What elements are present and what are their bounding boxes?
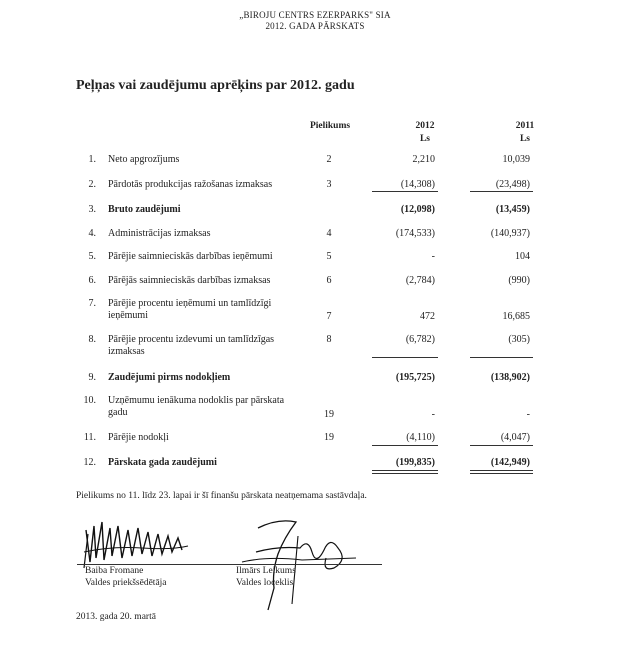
subtotal-rule-2012	[372, 191, 438, 192]
row-number: 4.	[88, 228, 96, 239]
row-label: Pārdotās produkcijas ražošanas izmaksas	[108, 179, 273, 190]
row-number: 1.	[88, 154, 96, 165]
table-row	[0, 395, 630, 425]
row-label: Bruto zaudējumi	[108, 204, 181, 215]
value-2012: 2,210	[412, 154, 435, 165]
row-label: Administrācijas izmaksas	[108, 228, 211, 239]
table-row	[0, 334, 630, 364]
value-2011: (4,047)	[500, 432, 530, 443]
currency-2011: Ls	[519, 134, 531, 144]
row-number: 10.	[83, 395, 96, 406]
page-title: Peļņas vai zaudējumu aprēķins par 2012. gadu	[76, 78, 355, 93]
row-note: 6	[326, 275, 332, 286]
signature-leikums	[238, 508, 368, 618]
total-double-rule-2011	[470, 470, 533, 474]
row-note: 19	[324, 432, 334, 443]
subtotal-rule-2012	[372, 357, 438, 358]
value-2012: (195,725)	[395, 372, 435, 383]
subtotal-rule-2011	[470, 445, 533, 446]
value-2012: -	[431, 251, 435, 262]
value-2012: (199,835)	[395, 457, 435, 468]
value-2011: (13,459)	[495, 204, 530, 215]
signature-fromane	[82, 512, 192, 570]
value-2011: (140,937)	[490, 228, 530, 239]
subtotal-rule-2012	[372, 445, 438, 446]
row-note: 7	[326, 311, 332, 322]
value-2011: 16,685	[502, 311, 530, 322]
row-label: Pārskata gada zaudējumi	[108, 457, 217, 468]
subtotal-rule-2011	[470, 357, 533, 358]
row-number: 2.	[88, 179, 96, 190]
footnote: Pielikums no 11. līdz 23. lapai ir šī finanšu pārskata neatņemama sastāvdaļa.	[76, 491, 367, 501]
note-column-header: Pielikums	[309, 121, 351, 131]
row-note: 5	[326, 251, 332, 262]
row-label: Pārējie procentu izdevumi un tamlīdzīgas izmaksas	[108, 334, 275, 357]
value-2012: -	[431, 409, 435, 420]
row-label: Uzņēmumu ienākuma nodoklis par pārskata gadu	[108, 395, 285, 418]
row-number: 6.	[88, 275, 96, 286]
value-2011: 104	[515, 251, 530, 262]
value-2012: (14,308)	[400, 179, 435, 190]
row-note: 8	[326, 334, 332, 345]
signatory-1-role: Valdes priekšsēdētāja	[85, 578, 167, 588]
signature-line-2	[232, 564, 382, 565]
signatory-2-name: Ilmārs Leikums	[236, 566, 296, 576]
report-header: 2012. GADA PĀRSKATS	[265, 21, 365, 31]
row-number: 9.	[88, 372, 96, 383]
value-2011: (23,498)	[495, 179, 530, 190]
value-2012: (12,098)	[400, 204, 435, 215]
row-number: 12.	[83, 457, 96, 468]
row-label: Pārējās saimnieciskās darbības izmaksas	[108, 275, 271, 286]
row-number: 8.	[88, 334, 96, 345]
row-note: 3	[326, 179, 332, 190]
value-2012: (174,533)	[395, 228, 435, 239]
value-2012: (4,110)	[406, 432, 435, 443]
value-2012: (2,784)	[405, 275, 435, 286]
total-double-rule-2012	[372, 470, 438, 474]
row-number: 5.	[88, 251, 96, 262]
currency-2012: Ls	[419, 134, 431, 144]
company-header: „BIROJU CENTRS EZERPARKS" SIA	[239, 10, 391, 20]
value-2011: (990)	[508, 275, 530, 286]
signatory-1-name: Baiba Fromane	[85, 566, 144, 576]
year-2012-header: 2012	[415, 121, 435, 131]
subtotal-rule-2011	[470, 191, 533, 192]
value-2012: (6,782)	[405, 334, 435, 345]
row-number: 11.	[83, 432, 96, 443]
row-number: 3.	[88, 204, 96, 215]
row-note: 19	[324, 409, 334, 420]
value-2011: (142,949)	[490, 457, 530, 468]
signature-line-1	[77, 564, 237, 565]
value-2011: -	[526, 409, 530, 420]
row-label: Pārējie saimnieciskās darbības ieņēmumi	[108, 251, 273, 262]
table-row	[0, 298, 630, 328]
document-date: 2013. gada 20. martā	[76, 612, 156, 622]
row-number: 7.	[88, 298, 96, 309]
signatory-2-role: Valdes loceklis	[236, 578, 294, 588]
table-row	[0, 457, 630, 487]
year-2011-header: 2011	[515, 121, 535, 131]
row-note: 2	[326, 154, 332, 165]
row-label: Neto apgrozījums	[108, 154, 180, 165]
value-2011: 10,039	[502, 154, 530, 165]
row-label: Pārējie nodokļi	[108, 432, 169, 443]
row-label: Pārējie procentu ieņēmumi un tamlīdzīgi ieņēmumi	[108, 298, 272, 321]
row-note: 4	[326, 228, 332, 239]
value-2011: (138,902)	[490, 372, 530, 383]
value-2011: (305)	[508, 334, 530, 345]
row-label: Zaudējumi pirms nodokļiem	[108, 372, 231, 383]
value-2012: 472	[420, 311, 435, 322]
